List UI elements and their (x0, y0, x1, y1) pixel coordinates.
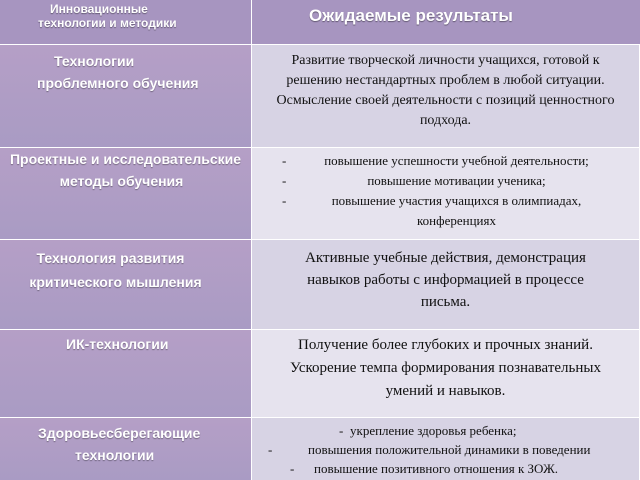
bullet-item: - повышение успешности учебной деятельности; (282, 153, 589, 168)
bullet-item: - повышение позитивного отношения к ЗОЖ. (264, 459, 633, 478)
bullet-item: - повышения положительной динамики в поведении (264, 440, 633, 459)
row-ict-name (0, 330, 252, 418)
bullet-item: - повышение мотивации ученика; (282, 173, 546, 188)
row3-right-line1: Активные учебные действия, демонстрация (305, 250, 586, 266)
row4-right-line2: Ускорение темпа формирования познавательных (290, 360, 601, 376)
row1-left-line1: Технологии (54, 53, 135, 69)
header-left-line1: Инновационные (50, 2, 148, 16)
row2-bullet2: повышение мотивации ученика; (367, 173, 546, 188)
row5-bullet1: укрепление здоровья ребенка; (350, 423, 517, 438)
row-problem-learning-name (0, 45, 252, 148)
row5-left-line2: технологии (75, 447, 155, 463)
bullet-item: - укрепление здоровья ребенка; (264, 421, 633, 440)
row3-left-line1: Технология развития (36, 250, 185, 266)
row2-bullet1: повышение успешности учебной деятельности; (324, 153, 589, 168)
row5-bullet2: повышения положительной динамики в поведении (308, 442, 591, 457)
row-problem-learning-result (252, 45, 640, 148)
row-ict-result (252, 330, 640, 418)
row-critical-thinking-name (0, 240, 252, 330)
row1-right-line1: Развитие творческой личности учащихся, готовой к (291, 53, 600, 68)
row4-left-line1: ИК-технологии (66, 336, 169, 352)
bullet-continuation (282, 211, 631, 231)
row-health-result (252, 418, 640, 480)
row-critical-thinking-result (252, 240, 640, 330)
row2-left-line1: Проектные и исследовательские (9, 151, 242, 167)
bullet-item: - повышение участия учащихся в олимпиадах, (282, 193, 582, 208)
row2-bullet3: повышение участия учащихся в олимпиадах, (331, 193, 582, 208)
row2-left-line2: методы обучения (59, 173, 184, 189)
row1-right-line4: подхода. (419, 113, 472, 128)
row5-left-line1: Здоровьесберегающие (38, 425, 201, 441)
row5-bullet3: повышение позитивного отношения к ЗОЖ. (314, 461, 559, 476)
row-project-methods-result (252, 148, 640, 240)
header-left-line2: технологии и методики (38, 16, 177, 30)
row1-left-line2: проблемного обучения (37, 75, 199, 91)
row3-left-line2: критического мышления (29, 274, 202, 290)
row2-bullet3-cont: конференциях (417, 213, 496, 228)
row3-right-line3: письма. (420, 294, 471, 310)
row4-right-line1: Получение более глубоких и прочных знаний. (298, 337, 593, 353)
row1-right-line3: Осмысление своей деятельности с позиций ценностного (276, 93, 615, 108)
row-project-methods-name (0, 148, 252, 240)
row1-right-line2: решению нестандартных проблем в любой ситуации. (286, 73, 605, 88)
row-health-name (0, 418, 252, 480)
row3-right-line2: навыков работы с информацией в процессе (307, 272, 584, 288)
header-results: Ожидаемые результаты (252, 0, 640, 45)
header-technologies (0, 0, 252, 45)
row4-right-line3: умений и навыков. (385, 383, 506, 399)
